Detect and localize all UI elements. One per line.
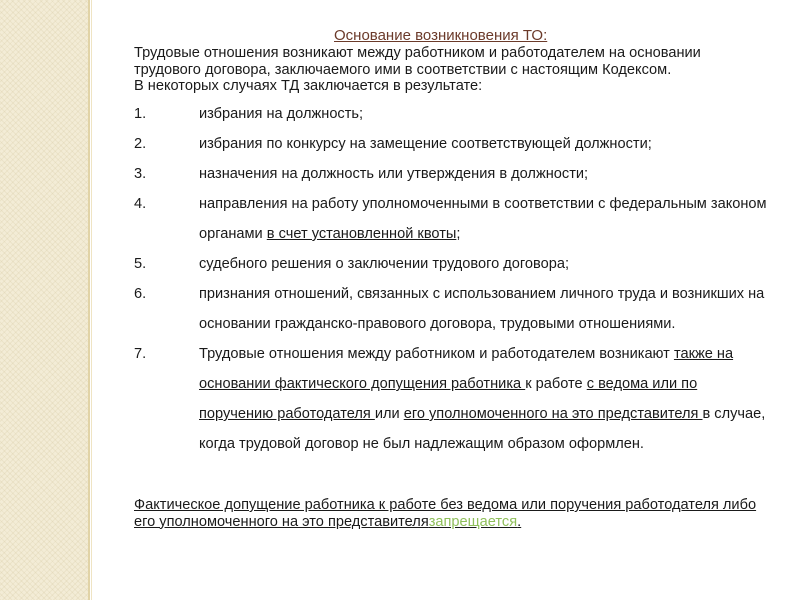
footer-paragraph bbox=[134, 497, 774, 530]
quota-link-text: в счет установленной квоты bbox=[266, 226, 457, 242]
list-item bbox=[134, 129, 774, 159]
grounds-list bbox=[134, 99, 774, 459]
list-item-text: избрания по конкурсу на замещение соответствующей должности; bbox=[199, 136, 652, 152]
list-item bbox=[134, 189, 774, 249]
list-number: 4. bbox=[134, 196, 147, 212]
list-item-text: признания отношений, связанных с использованием личного труда и возникших на основании гражданско-правового договора, трудовыми отношениями. bbox=[199, 286, 765, 332]
list-number: 1. bbox=[134, 106, 147, 122]
prohibited-highlight: запрещается bbox=[428, 513, 518, 530]
list-number: 5. bbox=[134, 256, 147, 272]
footer-note bbox=[134, 497, 774, 530]
list-item-text-end: ; bbox=[456, 226, 461, 242]
underlined-text: также на основании фактического допущения работника bbox=[199, 346, 734, 392]
side-divider-line-thin bbox=[91, 0, 92, 600]
side-divider-line bbox=[88, 0, 90, 600]
footer-underlined-text: Фактическое допущение работника к работе без ведома или поручения работодателя либо его уполномоченного на это представителя bbox=[134, 497, 757, 530]
list-item bbox=[134, 99, 774, 129]
list-item-text: избрания на должность; bbox=[199, 106, 364, 122]
list-item bbox=[134, 159, 774, 189]
underlined-text: с ведома или по поручению работодателя bbox=[199, 376, 698, 422]
list-item-text: в случае, когда трудовой договор не был надлежащим образом оформлен. bbox=[199, 406, 766, 452]
list-item-text: или bbox=[374, 406, 404, 422]
list-item bbox=[134, 339, 774, 459]
list-item-text: Трудовые отношения между работником и работодателем возникают bbox=[199, 346, 674, 362]
list-number: 3. bbox=[134, 166, 147, 182]
decorative-side-band bbox=[0, 0, 88, 600]
list-item bbox=[134, 279, 774, 339]
list-item-text: к работе bbox=[525, 376, 587, 392]
footer-period: . bbox=[517, 513, 522, 530]
list-item-text: судебного решения о заключении трудового договора; bbox=[199, 256, 570, 272]
intro-lead-in: В некоторых случаях ТД заключается в результате: bbox=[134, 78, 483, 94]
list-item-text: направления на работу уполномоченными в соответствии с федеральным законом органами bbox=[199, 196, 767, 242]
list-item bbox=[134, 249, 774, 279]
underlined-text: его уполномоченного на это представителя bbox=[403, 406, 703, 422]
page-title: Основание возникновения ТО: bbox=[334, 27, 548, 44]
list-item-text: назначения на должность или утверждения в должности; bbox=[199, 166, 589, 182]
intro-paragraph: Трудовые отношения возникают между работником и работодателем на основании трудового договора, заключаемого ими в соответствии с настоящим Кодексом. bbox=[134, 45, 701, 78]
list-number: 6. bbox=[134, 286, 147, 302]
list-number: 7. bbox=[134, 346, 147, 362]
intro-text bbox=[134, 45, 764, 95]
list-number: 2. bbox=[134, 136, 147, 152]
